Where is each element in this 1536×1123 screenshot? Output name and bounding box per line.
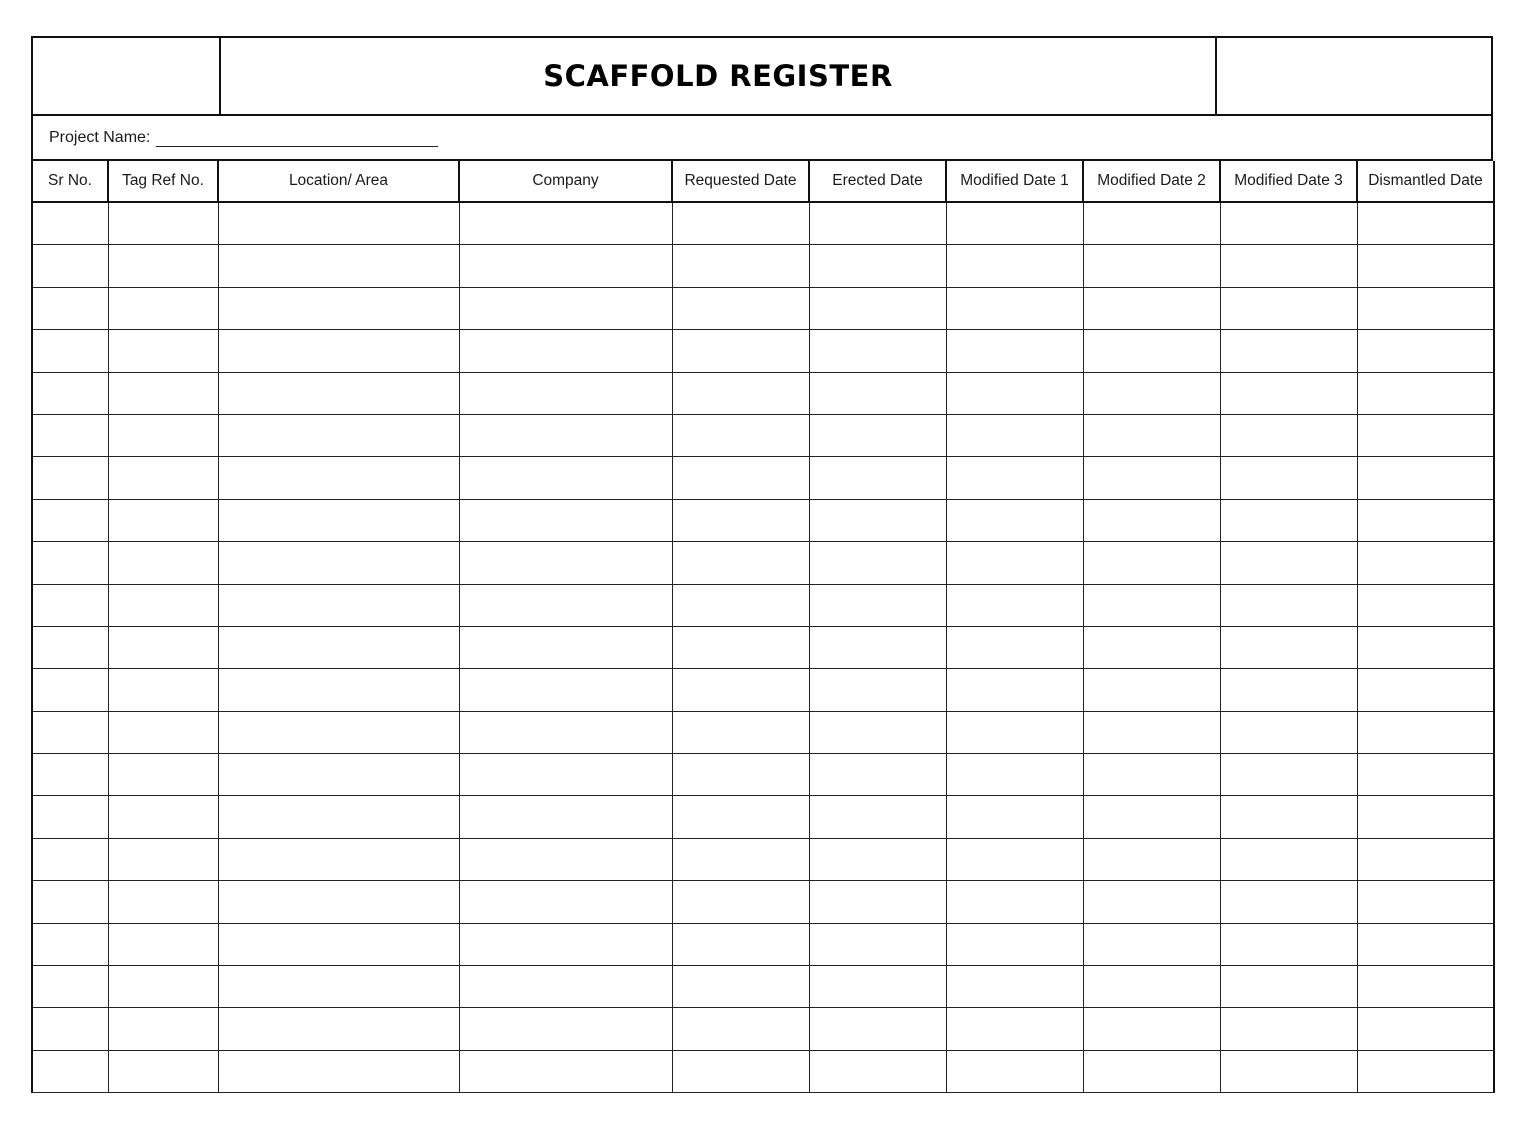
table-cell[interactable] xyxy=(218,838,459,880)
table-cell[interactable] xyxy=(809,923,946,965)
table-cell[interactable] xyxy=(1357,923,1494,965)
col-modified-date-2: Modified Date 2 xyxy=(1083,161,1220,202)
table-cell[interactable] xyxy=(218,881,459,923)
project-name-field[interactable] xyxy=(156,128,438,147)
table-cell[interactable] xyxy=(108,1008,218,1050)
table-cell[interactable] xyxy=(1220,966,1357,1008)
register-body xyxy=(32,202,1494,1093)
col-company: Company xyxy=(459,161,672,202)
col-location-area: Location/ Area xyxy=(218,161,459,202)
table-cell[interactable] xyxy=(218,202,459,245)
table-cell[interactable] xyxy=(1357,1008,1494,1050)
table-cell[interactable] xyxy=(108,457,218,499)
table-cell[interactable] xyxy=(809,542,946,584)
table-row xyxy=(32,838,1494,880)
table-cell[interactable] xyxy=(32,499,108,541)
table-cell[interactable] xyxy=(32,287,108,329)
table-row xyxy=(32,1008,1494,1050)
table-cell[interactable] xyxy=(946,414,1083,456)
table-cell[interactable] xyxy=(459,966,672,1008)
table-cell[interactable] xyxy=(809,754,946,796)
table-cell[interactable] xyxy=(108,414,218,456)
table-cell[interactable] xyxy=(809,245,946,287)
table-cell[interactable] xyxy=(108,754,218,796)
table-cell[interactable] xyxy=(218,1008,459,1050)
table-cell[interactable] xyxy=(108,499,218,541)
table-cell[interactable] xyxy=(1083,711,1220,753)
table-cell[interactable] xyxy=(946,754,1083,796)
title-block xyxy=(31,36,1493,116)
table-cell[interactable] xyxy=(672,1050,809,1092)
table-row xyxy=(32,923,1494,965)
table-cell[interactable] xyxy=(1357,202,1494,245)
table-cell[interactable] xyxy=(459,202,672,245)
table-cell[interactable] xyxy=(459,923,672,965)
col-tag-ref-no: Tag Ref No. xyxy=(108,161,218,202)
table-cell[interactable] xyxy=(1083,372,1220,414)
table-cell[interactable] xyxy=(946,202,1083,245)
table-cell[interactable] xyxy=(672,838,809,880)
table-cell[interactable] xyxy=(1083,499,1220,541)
table-cell[interactable] xyxy=(1357,881,1494,923)
table-cell[interactable] xyxy=(1220,330,1357,372)
table-cell[interactable] xyxy=(1083,1008,1220,1050)
table-cell[interactable] xyxy=(946,923,1083,965)
table-cell[interactable] xyxy=(946,669,1083,711)
table-cell[interactable] xyxy=(108,838,218,880)
table-cell[interactable] xyxy=(32,1008,108,1050)
table-cell[interactable] xyxy=(108,626,218,668)
table-cell[interactable] xyxy=(108,966,218,1008)
table-cell[interactable] xyxy=(1357,372,1494,414)
table-row xyxy=(32,1050,1494,1092)
table-cell[interactable] xyxy=(809,372,946,414)
table-cell[interactable] xyxy=(1357,838,1494,880)
table-row xyxy=(32,754,1494,796)
table-cell[interactable] xyxy=(32,966,108,1008)
table-cell[interactable] xyxy=(32,754,108,796)
table-cell[interactable] xyxy=(459,1008,672,1050)
table-cell[interactable] xyxy=(1083,626,1220,668)
col-requested-date: Requested Date xyxy=(672,161,809,202)
col-erected-date: Erected Date xyxy=(809,161,946,202)
table-cell[interactable] xyxy=(1357,330,1494,372)
table-cell[interactable] xyxy=(218,796,459,838)
table-cell[interactable] xyxy=(108,1050,218,1092)
table-cell[interactable] xyxy=(459,457,672,499)
table-cell[interactable] xyxy=(1357,245,1494,287)
table-cell[interactable] xyxy=(459,669,672,711)
table-cell[interactable] xyxy=(946,372,1083,414)
table-cell[interactable] xyxy=(32,330,108,372)
table-cell[interactable] xyxy=(1083,245,1220,287)
table-cell[interactable] xyxy=(809,202,946,245)
table-row xyxy=(32,966,1494,1008)
table-cell[interactable] xyxy=(1357,1050,1494,1092)
table-cell[interactable] xyxy=(32,711,108,753)
table-cell[interactable] xyxy=(809,711,946,753)
table-cell[interactable] xyxy=(672,542,809,584)
table-cell[interactable] xyxy=(1220,838,1357,880)
table-row xyxy=(32,542,1494,584)
table-cell[interactable] xyxy=(672,1008,809,1050)
table-cell[interactable] xyxy=(1083,838,1220,880)
table-cell[interactable] xyxy=(32,584,108,626)
table-cell[interactable] xyxy=(1357,711,1494,753)
page-title: SCAFFOLD REGISTER xyxy=(221,38,1217,114)
table-row xyxy=(32,372,1494,414)
table-cell[interactable] xyxy=(809,287,946,329)
table-cell[interactable] xyxy=(1220,1050,1357,1092)
table-cell[interactable] xyxy=(218,754,459,796)
table-row xyxy=(32,414,1494,456)
table-cell[interactable] xyxy=(108,202,218,245)
table-cell[interactable] xyxy=(32,202,108,245)
table-cell[interactable] xyxy=(1220,542,1357,584)
table-cell[interactable] xyxy=(672,372,809,414)
table-cell[interactable] xyxy=(32,457,108,499)
table-cell[interactable] xyxy=(1083,287,1220,329)
table-cell[interactable] xyxy=(218,966,459,1008)
table-cell[interactable] xyxy=(1357,287,1494,329)
table-cell[interactable] xyxy=(809,499,946,541)
table-cell[interactable] xyxy=(1083,542,1220,584)
table-cell[interactable] xyxy=(218,923,459,965)
table-cell[interactable] xyxy=(809,1008,946,1050)
table-cell[interactable] xyxy=(218,669,459,711)
table-cell[interactable] xyxy=(946,330,1083,372)
table-cell[interactable] xyxy=(946,1050,1083,1092)
table-cell[interactable] xyxy=(32,796,108,838)
table-cell[interactable] xyxy=(218,1050,459,1092)
table-cell[interactable] xyxy=(218,542,459,584)
col-dismantled-date: Dismantled Date xyxy=(1357,161,1494,202)
col-modified-date-1: Modified Date 1 xyxy=(946,161,1083,202)
table-cell[interactable] xyxy=(32,881,108,923)
col-modified-date-3: Modified Date 3 xyxy=(1220,161,1357,202)
table-cell[interactable] xyxy=(32,923,108,965)
table-cell[interactable] xyxy=(672,966,809,1008)
table-cell[interactable] xyxy=(218,414,459,456)
table-cell[interactable] xyxy=(946,838,1083,880)
table-cell[interactable] xyxy=(946,287,1083,329)
reference-cell xyxy=(1217,38,1491,114)
table-cell[interactable] xyxy=(1220,245,1357,287)
table-cell[interactable] xyxy=(672,457,809,499)
table-cell[interactable] xyxy=(108,796,218,838)
table-cell[interactable] xyxy=(218,711,459,753)
table-cell[interactable] xyxy=(946,711,1083,753)
table-cell[interactable] xyxy=(809,881,946,923)
table-row xyxy=(32,584,1494,626)
table-cell[interactable] xyxy=(32,245,108,287)
table-cell[interactable] xyxy=(1220,414,1357,456)
table-cell[interactable] xyxy=(1083,330,1220,372)
table-cell[interactable] xyxy=(1083,966,1220,1008)
table-cell[interactable] xyxy=(946,542,1083,584)
table-cell[interactable] xyxy=(32,669,108,711)
table-cell[interactable] xyxy=(672,584,809,626)
table-cell[interactable] xyxy=(946,796,1083,838)
register-table xyxy=(31,161,1495,1093)
table-cell[interactable] xyxy=(108,584,218,626)
table-cell[interactable] xyxy=(672,330,809,372)
table-cell[interactable] xyxy=(459,754,672,796)
scaffold-register-form xyxy=(31,36,1493,1093)
table-cell[interactable] xyxy=(459,796,672,838)
table-cell[interactable] xyxy=(946,966,1083,1008)
table-cell[interactable] xyxy=(459,711,672,753)
table-cell[interactable] xyxy=(459,626,672,668)
table-cell[interactable] xyxy=(946,626,1083,668)
table-cell[interactable] xyxy=(32,838,108,880)
table-cell[interactable] xyxy=(459,245,672,287)
table-cell[interactable] xyxy=(946,499,1083,541)
table-cell[interactable] xyxy=(1083,881,1220,923)
table-row xyxy=(32,626,1494,668)
table-cell[interactable] xyxy=(1220,584,1357,626)
table-cell[interactable] xyxy=(218,584,459,626)
table-cell[interactable] xyxy=(1357,669,1494,711)
table-row xyxy=(32,796,1494,838)
table-cell[interactable] xyxy=(672,754,809,796)
table-cell[interactable] xyxy=(672,626,809,668)
table-cell[interactable] xyxy=(1220,457,1357,499)
table-cell[interactable] xyxy=(946,245,1083,287)
table-cell[interactable] xyxy=(809,1050,946,1092)
table-cell[interactable] xyxy=(1357,754,1494,796)
table-cell[interactable] xyxy=(809,966,946,1008)
table-cell[interactable] xyxy=(672,796,809,838)
col-sr-no: Sr No. xyxy=(32,161,108,202)
table-cell[interactable] xyxy=(32,542,108,584)
table-cell[interactable] xyxy=(108,372,218,414)
table-cell[interactable] xyxy=(672,202,809,245)
table-cell[interactable] xyxy=(809,626,946,668)
table-cell[interactable] xyxy=(218,330,459,372)
table-cell[interactable] xyxy=(1220,1008,1357,1050)
table-cell[interactable] xyxy=(1083,1050,1220,1092)
table-cell[interactable] xyxy=(1220,372,1357,414)
table-cell[interactable] xyxy=(1220,881,1357,923)
table-cell[interactable] xyxy=(946,881,1083,923)
table-cell[interactable] xyxy=(672,499,809,541)
table-cell[interactable] xyxy=(32,414,108,456)
header-row xyxy=(32,161,1494,202)
table-cell[interactable] xyxy=(1220,796,1357,838)
table-cell[interactable] xyxy=(1357,584,1494,626)
table-cell[interactable] xyxy=(218,499,459,541)
table-cell[interactable] xyxy=(459,414,672,456)
table-cell[interactable] xyxy=(1220,499,1357,541)
table-cell[interactable] xyxy=(32,626,108,668)
table-cell[interactable] xyxy=(1357,542,1494,584)
table-cell[interactable] xyxy=(108,330,218,372)
table-cell[interactable] xyxy=(1220,711,1357,753)
table-cell[interactable] xyxy=(1220,202,1357,245)
table-cell[interactable] xyxy=(32,372,108,414)
table-cell[interactable] xyxy=(809,669,946,711)
table-cell[interactable] xyxy=(672,923,809,965)
table-row xyxy=(32,245,1494,287)
table-row xyxy=(32,330,1494,372)
table-cell[interactable] xyxy=(1083,923,1220,965)
table-cell[interactable] xyxy=(809,457,946,499)
table-cell[interactable] xyxy=(459,330,672,372)
table-cell[interactable] xyxy=(1083,414,1220,456)
table-cell[interactable] xyxy=(809,838,946,880)
table-row xyxy=(32,881,1494,923)
table-cell[interactable] xyxy=(946,1008,1083,1050)
table-cell[interactable] xyxy=(1357,796,1494,838)
table-cell[interactable] xyxy=(809,330,946,372)
table-cell[interactable] xyxy=(672,245,809,287)
table-cell[interactable] xyxy=(459,542,672,584)
table-cell[interactable] xyxy=(1083,457,1220,499)
table-cell[interactable] xyxy=(459,499,672,541)
table-cell[interactable] xyxy=(672,669,809,711)
table-cell[interactable] xyxy=(1220,754,1357,796)
table-cell[interactable] xyxy=(1083,202,1220,245)
table-cell[interactable] xyxy=(946,457,1083,499)
table-cell[interactable] xyxy=(1357,499,1494,541)
table-cell[interactable] xyxy=(1083,796,1220,838)
table-cell[interactable] xyxy=(1357,414,1494,456)
table-cell[interactable] xyxy=(459,838,672,880)
table-cell[interactable] xyxy=(809,584,946,626)
project-name-label: Project Name: xyxy=(49,128,151,146)
table-cell[interactable] xyxy=(672,711,809,753)
table-cell[interactable] xyxy=(1220,287,1357,329)
table-row xyxy=(32,457,1494,499)
table-cell[interactable] xyxy=(108,245,218,287)
table-cell[interactable] xyxy=(108,669,218,711)
table-row xyxy=(32,499,1494,541)
table-cell[interactable] xyxy=(672,414,809,456)
table-row xyxy=(32,711,1494,753)
table-cell[interactable] xyxy=(1083,669,1220,711)
table-cell[interactable] xyxy=(218,372,459,414)
table-cell[interactable] xyxy=(1357,626,1494,668)
table-cell[interactable] xyxy=(32,1050,108,1092)
table-cell[interactable] xyxy=(672,287,809,329)
table-cell[interactable] xyxy=(1220,923,1357,965)
table-cell[interactable] xyxy=(1220,626,1357,668)
table-cell[interactable] xyxy=(459,1050,672,1092)
table-cell[interactable] xyxy=(108,881,218,923)
table-cell[interactable] xyxy=(459,372,672,414)
table-cell[interactable] xyxy=(1083,754,1220,796)
table-cell[interactable] xyxy=(108,542,218,584)
table-row xyxy=(32,287,1494,329)
table-cell[interactable] xyxy=(809,414,946,456)
table-cell[interactable] xyxy=(218,245,459,287)
table-row xyxy=(32,202,1494,245)
table-cell[interactable] xyxy=(218,287,459,329)
table-cell[interactable] xyxy=(1357,966,1494,1008)
table-cell[interactable] xyxy=(1220,669,1357,711)
table-cell[interactable] xyxy=(459,881,672,923)
table-cell[interactable] xyxy=(459,584,672,626)
table-cell[interactable] xyxy=(672,881,809,923)
table-cell[interactable] xyxy=(459,287,672,329)
table-row xyxy=(32,669,1494,711)
table-cell[interactable] xyxy=(1357,457,1494,499)
table-cell[interactable] xyxy=(108,711,218,753)
table-cell[interactable] xyxy=(218,626,459,668)
table-cell[interactable] xyxy=(108,287,218,329)
table-cell[interactable] xyxy=(1083,584,1220,626)
project-name-row xyxy=(31,116,1493,161)
table-cell[interactable] xyxy=(218,457,459,499)
table-cell[interactable] xyxy=(946,584,1083,626)
table-cell[interactable] xyxy=(809,796,946,838)
table-cell[interactable] xyxy=(108,923,218,965)
logo-cell xyxy=(33,38,221,114)
